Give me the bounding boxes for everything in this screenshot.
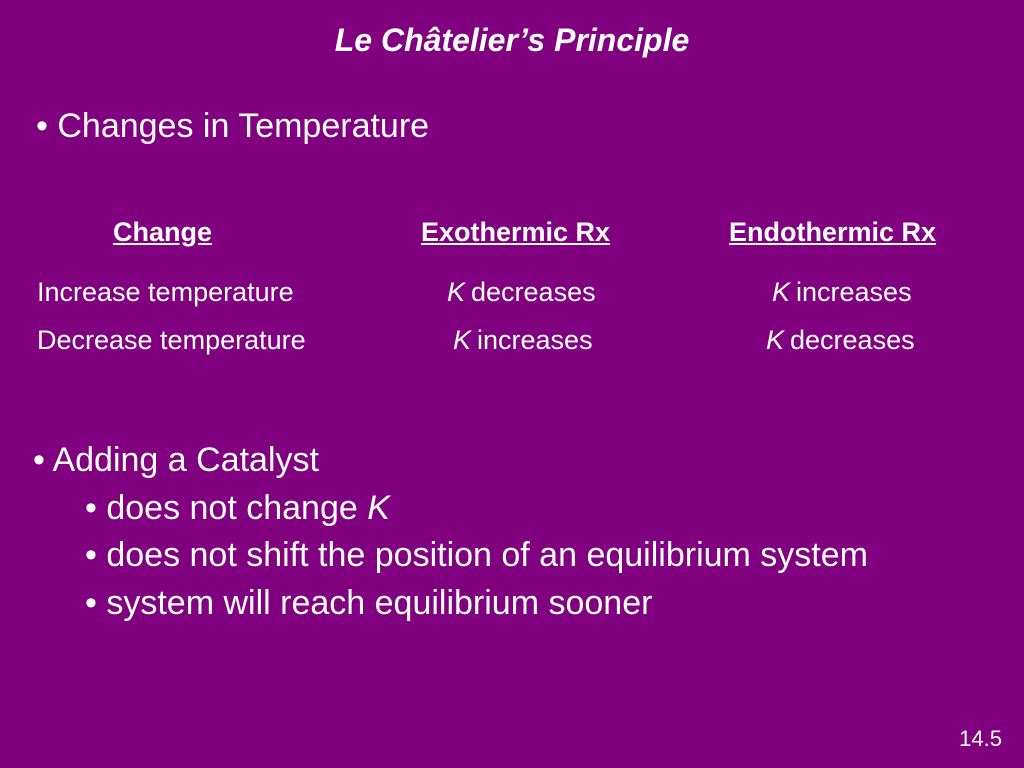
slide-number: 14.5 bbox=[959, 726, 1002, 751]
row-2-exothermic bbox=[453, 320, 593, 360]
sub-bullet-reach-equilibrium-sooner: • system will reach equilibrium sooner bbox=[85, 584, 653, 622]
row-1-endothermic bbox=[772, 272, 912, 312]
row-1-endothermic-effect: increases bbox=[796, 277, 912, 307]
sub-bullet-text: • does not change bbox=[85, 489, 368, 527]
row-2-endothermic bbox=[766, 320, 915, 360]
header-change: Change bbox=[113, 217, 213, 247]
k-symbol: K bbox=[772, 277, 791, 307]
slide-title: Le Châtelier’s Principle bbox=[334, 22, 690, 58]
header-exothermic: Exothermic Rx bbox=[421, 217, 611, 247]
row-1-change: Increase temperature bbox=[37, 277, 294, 307]
bullet-adding-a-catalyst: • Adding a Catalyst bbox=[33, 441, 319, 479]
k-symbol: K bbox=[453, 325, 472, 355]
row-2-endothermic-effect: decreases bbox=[790, 325, 915, 355]
sub-bullet-does-not-shift-position: • does not shift the position of an equilibrium system bbox=[85, 536, 868, 574]
row-1-exothermic bbox=[447, 272, 596, 312]
row-1-exothermic-effect: decreases bbox=[471, 277, 596, 307]
k-symbol: K bbox=[447, 277, 466, 307]
k-symbol: K bbox=[367, 489, 390, 527]
k-symbol: K bbox=[766, 325, 785, 355]
header-endothermic: Endothermic Rx bbox=[729, 217, 937, 247]
row-2-exothermic-effect: increases bbox=[477, 325, 593, 355]
row-2-change: Decrease temperature bbox=[37, 325, 306, 355]
bullet-changes-in-temperature: • Changes in Temperature bbox=[36, 107, 430, 145]
sub-bullet-does-not-change-k bbox=[85, 486, 390, 530]
